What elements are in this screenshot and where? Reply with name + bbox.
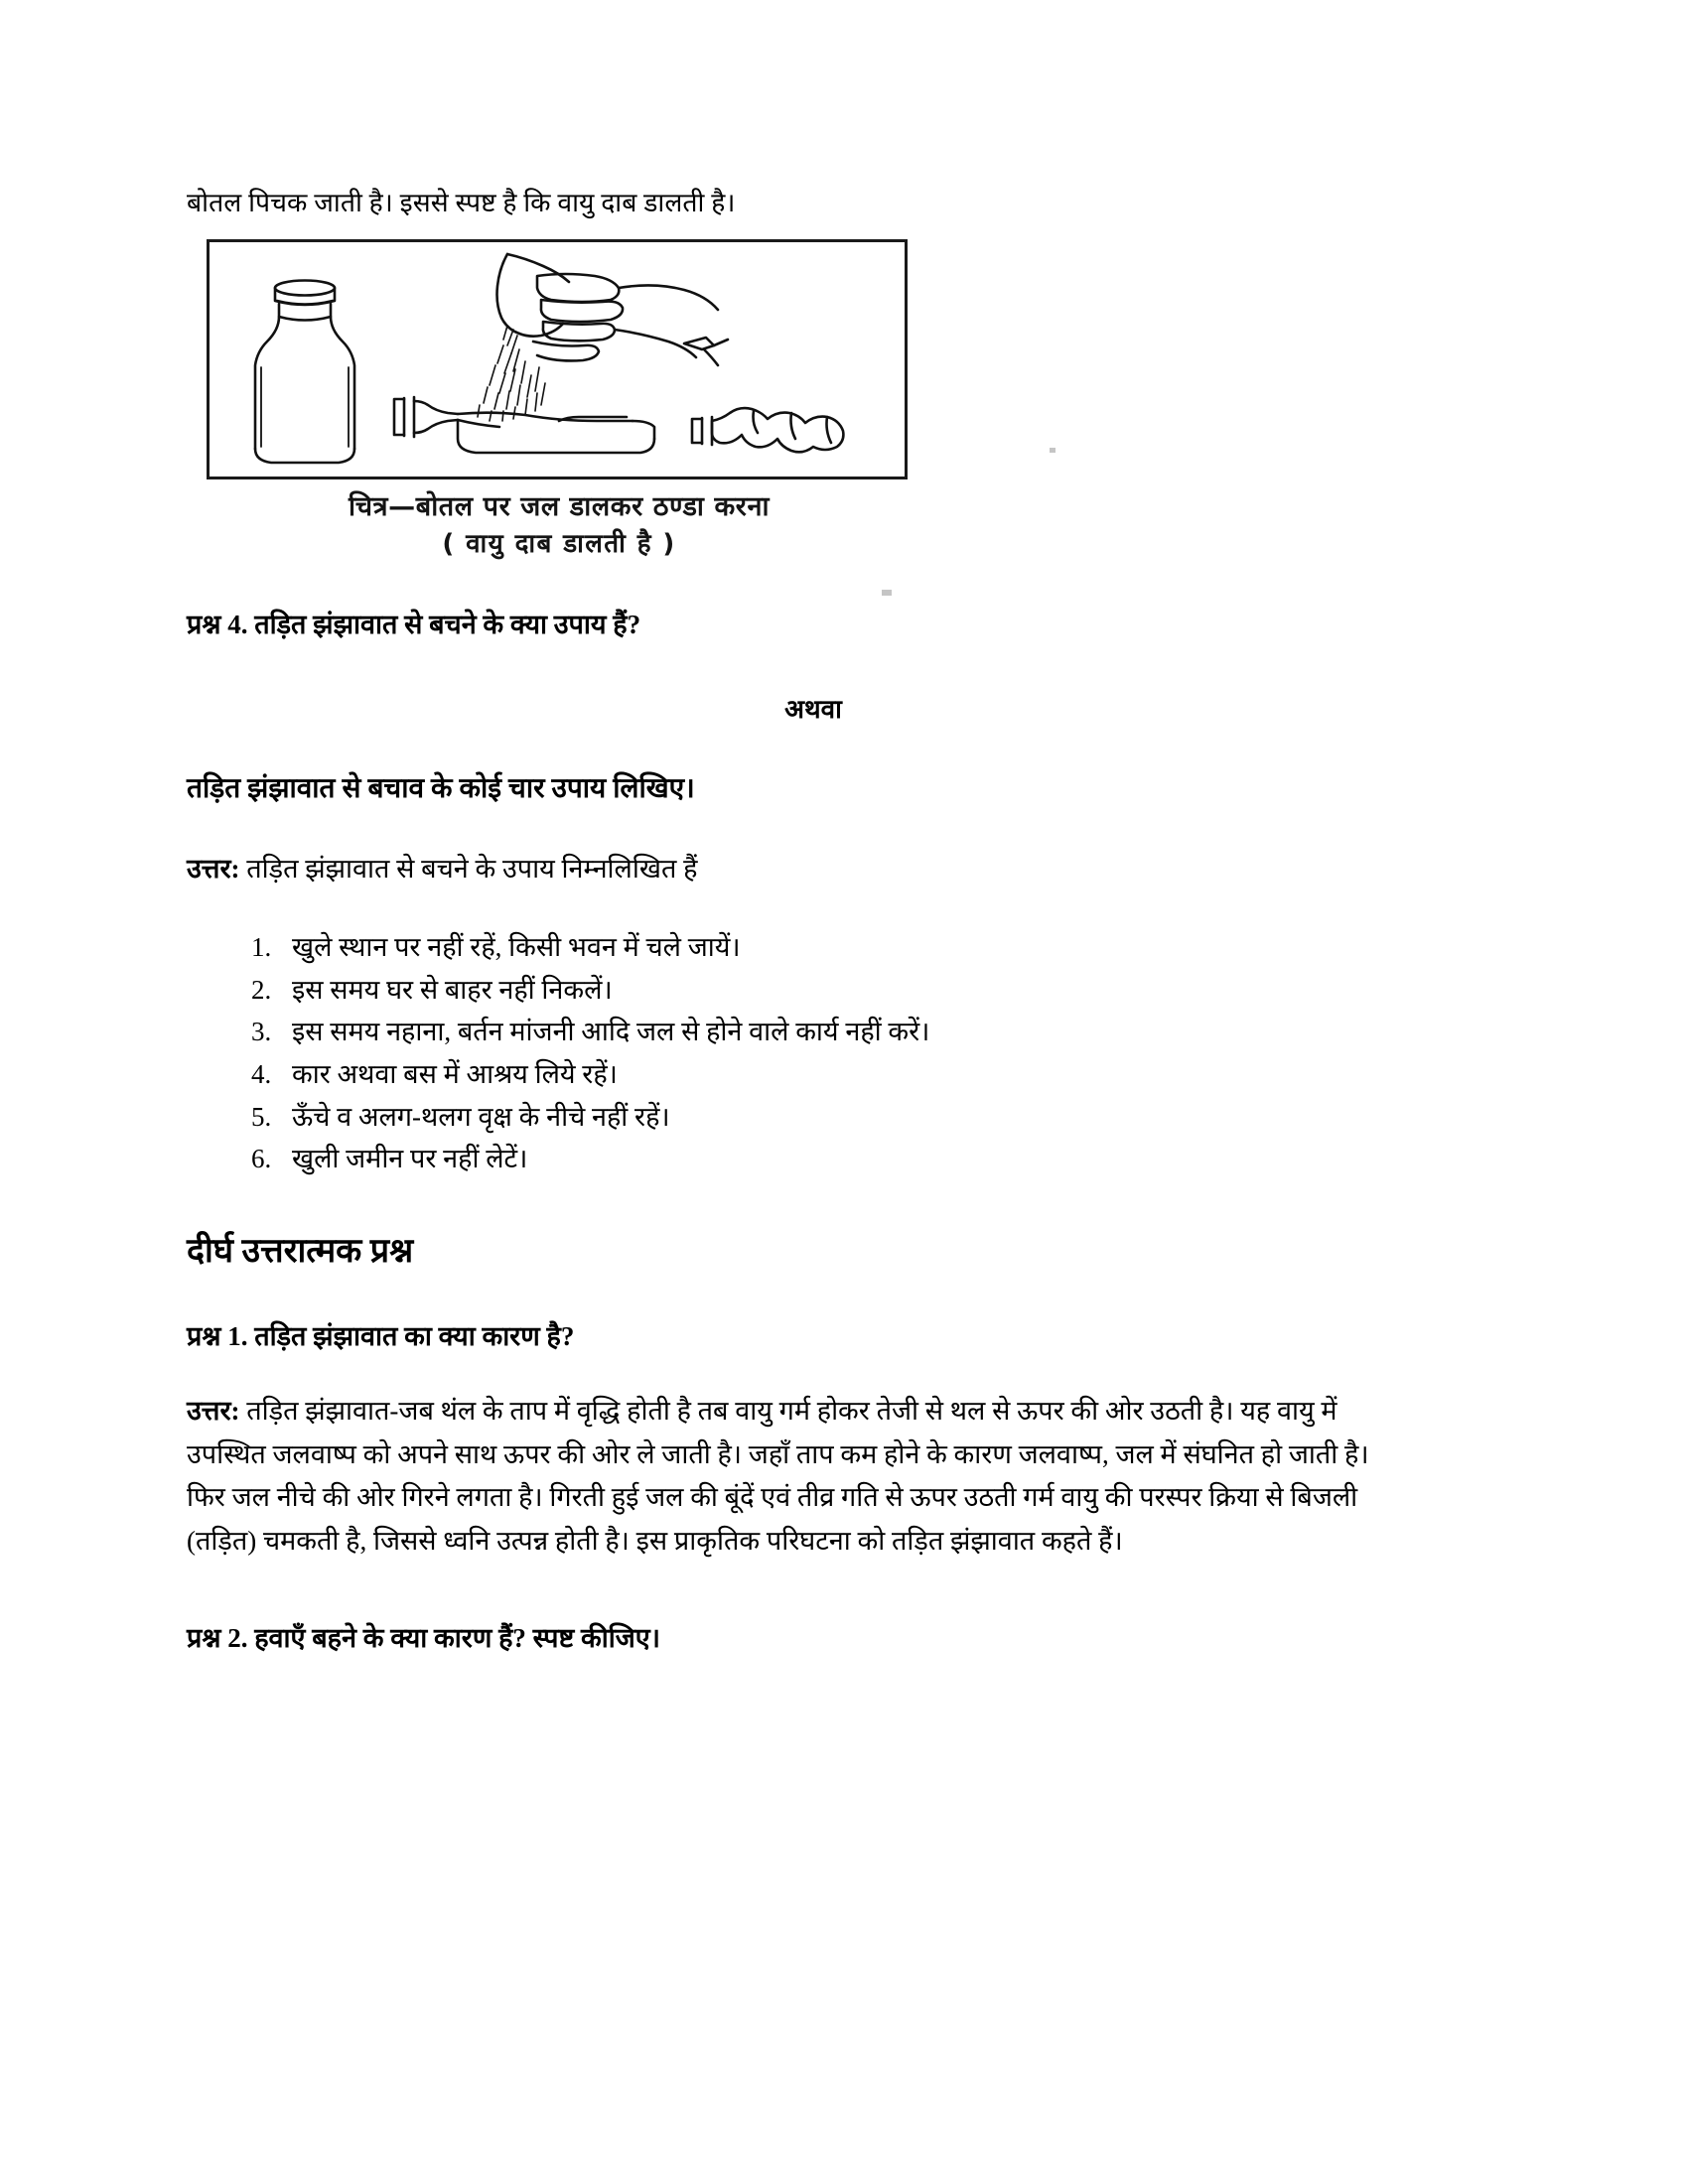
long-question-2-heading: प्रश्न 2. हवाएँ बहने के क्या कारण हैं? स्पष्ट कीजिए। bbox=[187, 1622, 660, 1653]
long-question-1-heading: प्रश्न 1. तड़ित झंझावात का क्या कारण है? bbox=[187, 1320, 575, 1351]
scan-speck bbox=[1050, 448, 1055, 453]
figure-caption bbox=[207, 487, 912, 564]
figure-illustration bbox=[207, 239, 908, 479]
scan-speck bbox=[882, 590, 892, 596]
figure-block bbox=[207, 239, 912, 564]
list-item: 1. खुले स्थान पर नहीं रहें, किसी भवन में चले जायें। bbox=[278, 926, 1380, 969]
measures-list bbox=[187, 926, 1380, 1180]
list-item: 6. खुली जमीन पर नहीं लेटें। bbox=[278, 1138, 1380, 1180]
answer-label: उत्तर: bbox=[187, 1395, 240, 1426]
long-question-1-answer bbox=[187, 1390, 1373, 1564]
question-4-alternate: तड़ित झंझावात से बचाव के कोई चार उपाय लिखिए। bbox=[187, 772, 695, 804]
figure-caption-main: चित्र—बोतल पर जल डालकर ठण्डा करना bbox=[348, 490, 771, 522]
list-item: 4. कार अथवा बस में आश्रय लिये रहें। bbox=[278, 1053, 1380, 1096]
intro-paragraph: बोतल पिचक जाती है। इससे स्पष्ट है कि वायु दाब डालती है। bbox=[187, 188, 736, 217]
answer-label: उत्तर: bbox=[187, 854, 240, 885]
figure-caption-sub: ( वायु दाब डालती है ) bbox=[442, 528, 676, 559]
question-4-heading: प्रश्न 4. तड़ित झंझावात से बचने के क्या उपाय हैं? bbox=[187, 609, 641, 639]
question-4-answer bbox=[187, 849, 1380, 890]
list-item: 2. इस समय घर से बाहर नहीं निकलें। bbox=[278, 969, 1380, 1012]
list-item: 3. इस समय नहाना, बर्तन मांजनी आदि जल से होने वाले कार्य नहीं करें। bbox=[278, 1011, 1380, 1053]
question-4-or-label: अथवा bbox=[784, 694, 842, 724]
section-heading-long-answer: दीर्घ उत्तरात्मक प्रश्न bbox=[187, 1233, 414, 1271]
list-item: 5. ऊँचे व अलग-थलग वृक्ष के नीचे नहीं रहें। bbox=[278, 1096, 1380, 1139]
answer-text: तड़ित झंझावात से बचने के उपाय निम्नलिखित हैं bbox=[239, 854, 698, 885]
answer-text: तड़ित झंझावात-जब थंल के ताप में वृद्धि होती है तब वायु गर्म होकर तेजी से थल से ऊपर की ओर उठती है। यह वायु में उपस्थित जलवाष्प को अपने साथ ऊपर की ओर ले जाती है। जहाँ ताप कम होने के कारण जलवाष्प, जल में संघनित हो जाती है। फिर जल नीचे की ओर गिरने लगता है। गिरती हुई जल की बूंदें एवं तीव्र गति से ऊपर उठती गर्म वायु की परस्पर क्रिया से बिजली (तड़ित) चमकती है, जिससे ध्वनि उत्पन्न होती है। इस प्राकृतिक परिघटना को तड़ित झंझावात कहते हैं। bbox=[187, 1395, 1369, 1557]
